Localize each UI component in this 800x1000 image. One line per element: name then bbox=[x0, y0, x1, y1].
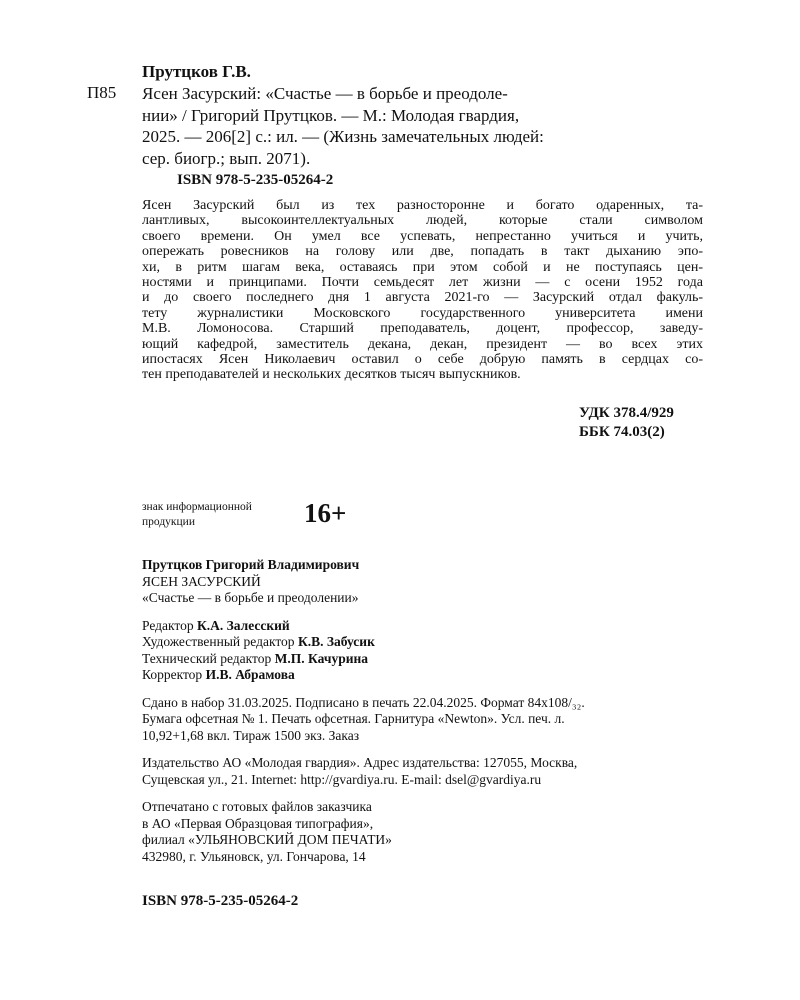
annotation-line: М.В. Ломоносова. Старший преподаватель, доцент, профессор, заведу- bbox=[142, 321, 703, 337]
classification-indexes bbox=[579, 404, 674, 442]
annotation-line: ипостасях Ясен Николаевич оставил о себе добрую память в сердцах со- bbox=[142, 352, 703, 368]
classification-code: П85 bbox=[87, 83, 117, 102]
age-mark-label-line: продукции bbox=[142, 516, 195, 528]
annotation-line: ющий кафедрой, заместитель декана, декан, президент — во всех этих bbox=[142, 336, 703, 352]
credit-editor bbox=[142, 618, 712, 635]
imprint-isbn: ISBN 978-5-235-05264-2 bbox=[142, 893, 299, 909]
publisher-line: Издательство АО «Молодая гвардия». Адрес издательства: 127055, Москва, bbox=[142, 755, 578, 770]
imprint-title: ЯСЕН ЗАСУРСКИЙ bbox=[142, 573, 261, 589]
imprint-block bbox=[142, 557, 712, 865]
annotation-line: ностями и принципами. Почти семьдесят лет жизни — с осени 1952 года bbox=[142, 275, 703, 291]
credit-art-editor bbox=[142, 634, 712, 651]
bbk-index: ББК 74.03(2) bbox=[579, 424, 665, 440]
credit-role: Художественный редактор bbox=[142, 634, 298, 649]
age-mark-label bbox=[142, 500, 252, 530]
annotation-line: тету журналистики Московского государственного университета имени bbox=[142, 305, 703, 321]
annotation-line: хи, в ритм шагам века, оставаясь при этом собой и не поступаясь цен- bbox=[142, 259, 703, 275]
annotation-line: опережать ровесников на голову или две, попадать в такт дыханию эпо- bbox=[142, 244, 703, 260]
print-details-line: 10,92+1,68 вкл. Тираж 1500 экз. Заказ bbox=[142, 727, 360, 743]
catalog-author-heading: Прутцков Г.В. bbox=[142, 62, 251, 81]
biblio-line: нии» / Григорий Прутцков. — М.: Молодая гвардия, bbox=[142, 105, 520, 125]
biblio-line: Ясен Засурский: «Счастье — в борьбе и преодоле- bbox=[142, 84, 508, 103]
printer-line: 432980, г. Ульяновск, ул. Гончарова, 14 bbox=[142, 848, 366, 864]
credit-tech-editor bbox=[142, 651, 712, 668]
biblio-line: 2025. — 206[2] с.: ил. — (Жизнь замечательных людей: bbox=[142, 127, 544, 146]
credit-name: К.А. Залесский bbox=[196, 617, 290, 633]
credit-name: И.В. Абрамова bbox=[205, 667, 295, 682]
print-details-line: Бумага офсетная № 1. Печать офсетная. Гарнитура «Newton». Усл. печ. л. bbox=[142, 711, 565, 726]
credit-role: Корректор bbox=[142, 667, 206, 682]
udk-index: УДК 378.4/929 bbox=[579, 405, 674, 421]
biblio-line: сер. биогр.; вып. 2071). bbox=[142, 148, 311, 168]
annotation-line: своего времени. Он умел все успевать, непрестанно учиться и учить, bbox=[142, 228, 703, 244]
printer-line: Отпечатано с готовых файлов заказчика bbox=[142, 799, 372, 814]
credit-name: К.В. Забусик bbox=[297, 634, 375, 649]
annotation bbox=[142, 198, 703, 383]
annotation-line: тен преподавателей и нескольких десятков тысяч выпускников. bbox=[142, 367, 521, 383]
imprint-author: Прутцков Григорий Владимирович bbox=[142, 557, 360, 572]
age-rating: 16+ bbox=[304, 498, 347, 528]
printer-line: филиал «УЛЬЯНОВСКИЙ ДОМ ПЕЧАТИ» bbox=[142, 832, 392, 847]
print-details-line: Сдано в набор 31.03.2025. Подписано в печать 22.04.2025. Формат 84x108/₃₂. bbox=[142, 694, 585, 710]
credit-role: Технический редактор bbox=[142, 650, 275, 666]
credit-name: М.П. Качурина bbox=[274, 650, 369, 666]
annotation-line: и до своего последнего дня 1 августа 2021-го — Засурский отдал факуль- bbox=[142, 290, 703, 306]
imprint-subtitle: «Счастье — в борьбе и преодолении» bbox=[142, 590, 359, 605]
printer-line: в АО «Первая Образцовая типография», bbox=[142, 815, 374, 831]
credit-proofreader bbox=[142, 667, 712, 684]
credit-role: Редактор bbox=[142, 617, 197, 633]
bibliographic-description bbox=[142, 83, 699, 169]
annotation-line: Ясен Засурский был из тех разносторонне и богато одаренных, та- bbox=[142, 198, 703, 213]
catalog-isbn: ISBN 978-5-235-05264-2 bbox=[177, 172, 334, 188]
publisher-line: Сущевская ул., 21. Internet: http://gvardiya.ru. E-mail: dsel@gvardiya.ru bbox=[142, 771, 542, 787]
age-mark-label-line: знак информационной bbox=[142, 501, 252, 513]
annotation-line: лантливых, высокоинтеллектуальных людей, которые стали символом bbox=[142, 213, 703, 229]
